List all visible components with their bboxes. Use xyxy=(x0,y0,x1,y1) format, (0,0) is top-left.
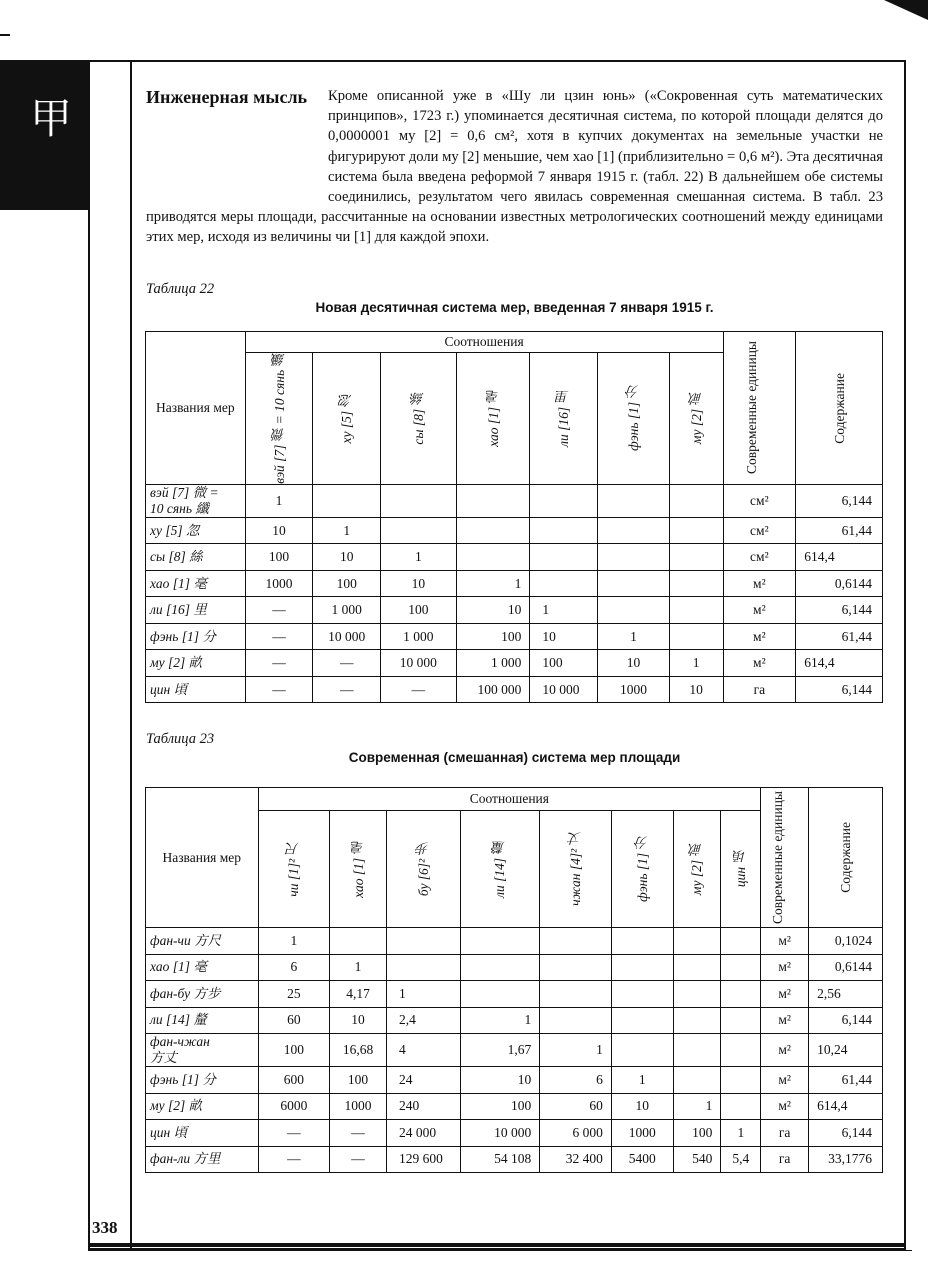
table22-unit-header-text: Современные единицы xyxy=(744,341,760,475)
table23-cell: 1 xyxy=(673,1093,721,1120)
table22-cell: 1 xyxy=(381,544,457,571)
table23-cell xyxy=(386,954,460,981)
table-row xyxy=(146,954,883,981)
table23-row-name-text: фэнь [1] 分 xyxy=(150,1071,216,1087)
table22-cell: 100 xyxy=(245,544,313,571)
table23-cell xyxy=(673,981,721,1008)
table22-cell: — xyxy=(245,597,313,624)
table22-col-header-text: хао [1] 毫 xyxy=(485,389,501,447)
table23-col-header xyxy=(258,811,330,928)
table22-col-header-text: ли [16] 里 xyxy=(556,389,572,447)
table22-row-name-text: му [2] 畝 xyxy=(150,655,203,671)
table22-row-name-text: фэнь [1] 分 xyxy=(150,628,216,644)
table22-cell xyxy=(530,544,598,571)
table22-cell: 10 000 xyxy=(530,676,598,703)
table22-content-cell: 614,4 xyxy=(796,650,883,677)
table22-content-cell: 6,144 xyxy=(796,597,883,624)
table22-row-name xyxy=(146,517,246,544)
table-row xyxy=(146,676,883,703)
table22-label: Таблица 22 xyxy=(146,281,215,297)
chapter-tab-glyph: 甲 xyxy=(30,94,73,143)
table23-cell: 6 xyxy=(258,954,330,981)
table23-cell: 129 600 xyxy=(386,1146,460,1173)
table22-cell xyxy=(381,484,457,517)
table23-cell xyxy=(611,981,673,1008)
table23-cell: 60 xyxy=(540,1093,612,1120)
table22-col-header xyxy=(313,353,381,485)
table22-cell xyxy=(598,517,670,544)
table22-unit-cell: га xyxy=(723,676,796,703)
table22 xyxy=(145,331,883,703)
table23-row-name xyxy=(146,1146,259,1173)
table23-cell: 54 108 xyxy=(460,1146,540,1173)
table23-cell: 10 000 xyxy=(460,1120,540,1147)
table22-col-header-text: вэй [7] 微 = 10 сянь 纖 xyxy=(271,353,287,484)
table23-unit-cell: м² xyxy=(761,1067,809,1094)
table23-cell: 4 xyxy=(386,1034,460,1067)
table23-cell xyxy=(330,928,387,955)
table23-cell xyxy=(721,1067,761,1094)
table22-cell xyxy=(456,544,530,571)
table22-row-name xyxy=(146,650,246,677)
table22-cell: — xyxy=(245,676,313,703)
table23-cell: 10 xyxy=(330,1007,387,1034)
table23-label: Таблица 23 xyxy=(146,731,215,747)
table23-cell xyxy=(540,928,612,955)
table22-unit-cell: м² xyxy=(723,597,796,624)
table23-cell xyxy=(460,954,540,981)
table23-cell xyxy=(721,928,761,955)
table23-col-header-text: чи [1]² 尺 xyxy=(286,841,302,897)
table22-cell: 1 xyxy=(669,650,723,677)
table23-unit-header-text: Современные единицы xyxy=(769,791,785,924)
table22-row-name-text: цин 頃 xyxy=(150,681,188,697)
table22-content-cell: 61,44 xyxy=(796,623,883,650)
table-row xyxy=(146,981,883,1008)
table23-cell: 1 xyxy=(386,981,460,1008)
table23-unit-header xyxy=(761,788,809,928)
table23-cell: 1 xyxy=(721,1120,761,1147)
table23-cell xyxy=(673,928,721,955)
table23-cell: 25 xyxy=(258,981,330,1008)
table23-cell xyxy=(611,954,673,981)
table22-cell: 100 xyxy=(381,597,457,624)
table23-col-header xyxy=(721,811,761,928)
table23-unit-cell: м² xyxy=(761,954,809,981)
table-row xyxy=(146,928,883,955)
table22-cell xyxy=(530,484,598,517)
table22-cell xyxy=(669,623,723,650)
table22-col-header xyxy=(245,353,313,485)
table23-content-cell: 614,4 xyxy=(809,1093,883,1120)
table23-cell: 100 xyxy=(460,1093,540,1120)
table23-unit-cell: га xyxy=(761,1120,809,1147)
table23-cell: 600 xyxy=(258,1067,330,1094)
table-row xyxy=(146,1067,883,1094)
table22-cell: 1 000 xyxy=(381,623,457,650)
table22-unit-cell: м² xyxy=(723,570,796,597)
table23-cell xyxy=(673,954,721,981)
table22-content-cell: 614,4 xyxy=(796,544,883,571)
table22-cell: 100 xyxy=(530,650,598,677)
table23-cell xyxy=(460,928,540,955)
table22-cell: 10 xyxy=(669,676,723,703)
table22-content-header-text: Содержание xyxy=(831,372,847,444)
table23-cell xyxy=(386,928,460,955)
table23-cell xyxy=(540,1007,612,1034)
table22-title: Новая десятичная система мер, введенная 7 января 1915 г. xyxy=(315,300,714,315)
table23-cell xyxy=(721,954,761,981)
table23-row-name xyxy=(146,928,259,955)
table22-cell: — xyxy=(245,650,313,677)
table23-content-cell: 0,1024 xyxy=(809,928,883,955)
table23-cell: 1 xyxy=(460,1007,540,1034)
table23-cell xyxy=(673,1034,721,1067)
table23-unit-cell: м² xyxy=(761,1093,809,1120)
table23-cell: 1 xyxy=(330,954,387,981)
table23-content-cell: 33,1776 xyxy=(809,1146,883,1173)
table23-row-name-text: фан-чжан 方丈 xyxy=(150,1034,210,1065)
table22-unit-cell: см² xyxy=(723,517,796,544)
table23-col-header-text: хао [1] 毫 xyxy=(350,840,366,898)
table22-col-header-text: фэнь [1] 分 xyxy=(625,385,641,452)
table22-cell: — xyxy=(245,623,313,650)
table23-col-header xyxy=(460,811,540,928)
table23-unit-cell: м² xyxy=(761,928,809,955)
table22-content-cell: 6,144 xyxy=(796,484,883,517)
table22-row-name xyxy=(146,623,246,650)
table23-row-name-text: му [2] 畝 xyxy=(150,1098,203,1114)
table23-col-header-text: му [2] 畝 xyxy=(689,842,705,896)
table-row xyxy=(146,570,883,597)
frame-bottom-rule-thin xyxy=(88,1250,912,1251)
table23-row-name xyxy=(146,1120,259,1147)
table22-cell xyxy=(669,484,723,517)
table22-row-name xyxy=(146,676,246,703)
table23-cell xyxy=(540,954,612,981)
table22-row-name-text: вэй [7] 微 = 10 сянь 纖 xyxy=(150,484,219,516)
intro-text: Кроме описанной уже в «Шу ли цзин юнь» («Сокровенная суть математических принципов», 1723 г.) упоминается десятичная система, по которой площади делятся до 0,0000001 му [2] = 0,6 см², хотя в купчих документах на земельные участки не фигурируют доли му [2] меньшие, чем хао [1] (приблизительно = 0,6 м²). Эта десятичная система была введена реформой 7 января 1915 г. (табл. 22) В дальнейшем обе системы соединились, результатом чего явилась современная смешанная система. В табл. 23 приводятся меры площади, рассчитанные на основании известных метрологических соотношений между единицами этих мер, исходя из величины чи [1] для каждой эпохи. xyxy=(146,88,883,246)
table22-cell xyxy=(381,517,457,544)
table-row xyxy=(146,597,883,624)
table22-unit-cell: м² xyxy=(723,650,796,677)
table23-ratios-header: Соотношения xyxy=(258,788,761,811)
corner-mark xyxy=(884,0,928,20)
table-row xyxy=(146,1007,883,1034)
table-row xyxy=(146,623,883,650)
table22-unit-cell: м² xyxy=(723,623,796,650)
table23-row-name xyxy=(146,1067,259,1094)
table23-unit-cell: м² xyxy=(761,981,809,1008)
table22-col-header xyxy=(456,353,530,485)
table23-col-header xyxy=(386,811,460,928)
table23-cell xyxy=(611,1007,673,1034)
table23-cell xyxy=(540,981,612,1008)
table23-col-header xyxy=(611,811,673,928)
table23-cell: 10 xyxy=(611,1093,673,1120)
table23-cell: 1 xyxy=(258,928,330,955)
table23-col-header-text: бу [6]² 步 xyxy=(415,841,431,897)
table22-cell: 10 000 xyxy=(381,650,457,677)
table22-unit-cell: см² xyxy=(723,544,796,571)
table23-col-header-text: фэнь [1] 分 xyxy=(634,836,650,902)
table22-cell: 100 xyxy=(313,570,381,597)
table23-unit-cell: м² xyxy=(761,1034,809,1067)
table22-cell xyxy=(598,570,670,597)
table23-cell: — xyxy=(330,1120,387,1147)
table22-col-header xyxy=(381,353,457,485)
margin-rule xyxy=(130,62,132,1248)
table23-cell xyxy=(611,1034,673,1067)
table22-row-name-text: ху [5] 忽 xyxy=(150,522,200,538)
table23-row-name-text: фан-ли 方里 xyxy=(150,1151,221,1167)
table23-cell: 1 xyxy=(540,1034,612,1067)
table23-cell: 1 xyxy=(611,1067,673,1094)
table23-cell: 2,4 xyxy=(386,1007,460,1034)
table23-name-header: Названия мер xyxy=(146,788,259,928)
page-number: 338 xyxy=(92,1218,118,1237)
table22-cell xyxy=(313,484,381,517)
table22-col-header xyxy=(669,353,723,485)
table23-cell: 100 xyxy=(258,1034,330,1067)
table23-col-header-text: цин 頃 xyxy=(733,850,749,888)
table23-content-cell: 10,24 xyxy=(809,1034,883,1067)
table22-col-header-text: сы [8] 絲 xyxy=(410,392,426,445)
table22-content-header xyxy=(796,332,883,485)
table23-cell: 240 xyxy=(386,1093,460,1120)
section-title: Инженерная мысль xyxy=(146,87,308,107)
table23-content-cell: 61,44 xyxy=(809,1067,883,1094)
table22-cell: 1000 xyxy=(598,676,670,703)
table22-content-cell: 0,6144 xyxy=(796,570,883,597)
table22-cell xyxy=(598,597,670,624)
table-row xyxy=(146,517,883,544)
table22-cell: 10 000 xyxy=(313,623,381,650)
table23-cell: 10 xyxy=(460,1067,540,1094)
table22-cell: 10 xyxy=(381,570,457,597)
table23-row-name xyxy=(146,954,259,981)
table23-col-header xyxy=(540,811,612,928)
table23-cell: 1000 xyxy=(330,1093,387,1120)
table23-row-name xyxy=(146,1093,259,1120)
table22-cell: 10 xyxy=(456,597,530,624)
table23-row-name-text: фан-чи 方尺 xyxy=(150,932,222,948)
table22-cell: 1 xyxy=(456,570,530,597)
table23-cell: 16,68 xyxy=(330,1034,387,1067)
table23-content-header xyxy=(809,788,883,928)
table22-cell: 1 xyxy=(598,623,670,650)
table23-cell: 24 xyxy=(386,1067,460,1094)
table-row xyxy=(146,1093,883,1120)
table23-content-cell: 0,6144 xyxy=(809,954,883,981)
table23-cell: — xyxy=(258,1146,330,1173)
table22-cell: — xyxy=(313,676,381,703)
table22-cell: 100 xyxy=(456,623,530,650)
table22-cell xyxy=(598,484,670,517)
table23 xyxy=(145,787,883,1173)
table22-cell: 10 xyxy=(245,517,313,544)
table22-unit-cell: см² xyxy=(723,484,796,517)
table22-row-name-text: хао [1] 毫 xyxy=(150,575,207,591)
table22-cell xyxy=(530,570,598,597)
table22-cell: 10 xyxy=(598,650,670,677)
table23-cell: — xyxy=(258,1120,330,1147)
table22-row-name xyxy=(146,597,246,624)
table23-cell: 60 xyxy=(258,1007,330,1034)
table23-cell xyxy=(721,1007,761,1034)
table23-cell: 100 xyxy=(330,1067,387,1094)
table22-cell xyxy=(530,517,598,544)
table23-row-name xyxy=(146,1007,259,1034)
table22-col-header xyxy=(530,353,598,485)
table22-col-header xyxy=(598,353,670,485)
table22-ratios-header: Соотношения xyxy=(245,332,723,353)
table23-cell: 24 000 xyxy=(386,1120,460,1147)
table23-cell xyxy=(721,981,761,1008)
table23-title: Современная (смешанная) система мер площади xyxy=(348,750,681,765)
table23-unit-cell: га xyxy=(761,1146,809,1173)
table23-col-header xyxy=(673,811,721,928)
table22-cell: 1 000 xyxy=(456,650,530,677)
table22-cell: 10 xyxy=(530,623,598,650)
table23-row-name xyxy=(146,981,259,1008)
table22-row-name-text: сы [8] 絲 xyxy=(150,549,203,565)
table23-content-header-text: Содержание xyxy=(838,822,854,893)
table23-col-header xyxy=(330,811,387,928)
table23-content-cell: 6,144 xyxy=(809,1007,883,1034)
table-row xyxy=(146,1120,883,1147)
table23-row-name-text: хао [1] 毫 xyxy=(150,959,207,975)
table22-cell: 100 000 xyxy=(456,676,530,703)
table23-cell: 6 xyxy=(540,1067,612,1094)
table23-content-cell: 6,144 xyxy=(809,1120,883,1147)
table23-cell xyxy=(611,928,673,955)
table22-unit-header xyxy=(723,332,796,485)
table23-cell xyxy=(460,981,540,1008)
table23-unit-cell: м² xyxy=(761,1007,809,1034)
table22-cell: 1000 xyxy=(245,570,313,597)
table23-row-name xyxy=(146,1034,259,1067)
table23-cell: 540 xyxy=(673,1146,721,1173)
table-row xyxy=(146,1034,883,1067)
table22-cell xyxy=(456,484,530,517)
table-row xyxy=(146,650,883,677)
table22-cell xyxy=(456,517,530,544)
table-row xyxy=(146,544,883,571)
table23-row-name-text: ли [14] 釐 xyxy=(150,1012,207,1028)
table23-cell: 6 000 xyxy=(540,1120,612,1147)
table23-cell: 32 400 xyxy=(540,1146,612,1173)
table23-cell xyxy=(673,1007,721,1034)
table22-row-name-text: ли [16] 里 xyxy=(150,602,207,618)
table23-cell: 4,17 xyxy=(330,981,387,1008)
table22-col-header-text: му [2] 畝 xyxy=(688,392,704,445)
table22-cell xyxy=(669,597,723,624)
table23-col-header-text: ли [14] 釐 xyxy=(492,840,508,898)
table23-col-header-text: чжан [4]² 丈 xyxy=(568,832,584,906)
table22-row-name xyxy=(146,544,246,571)
table22-cell: — xyxy=(381,676,457,703)
table22-cell: 10 xyxy=(313,544,381,571)
table22-row-name xyxy=(146,484,246,517)
table22-cell: — xyxy=(313,650,381,677)
table23-row-name-text: фан-бу 方步 xyxy=(150,985,221,1001)
table23-cell: 1000 xyxy=(611,1120,673,1147)
table22-cell xyxy=(669,517,723,544)
table23-cell: — xyxy=(330,1146,387,1173)
table23-row-name-text: цин 頃 xyxy=(150,1124,188,1140)
frame-bottom-rule xyxy=(88,1243,906,1247)
table22-content-cell: 6,144 xyxy=(796,676,883,703)
table22-cell: 1 000 xyxy=(313,597,381,624)
table23-cell: 5400 xyxy=(611,1146,673,1173)
table22-cell: 1 xyxy=(313,517,381,544)
table22-cell: 1 xyxy=(245,484,313,517)
table22-cell: 1 xyxy=(530,597,598,624)
table-row xyxy=(146,1146,883,1173)
table22-col-header-text: ху [5] 忽 xyxy=(339,393,355,444)
table22-cell xyxy=(669,570,723,597)
table23-cell: 5,4 xyxy=(721,1146,761,1173)
table22-content-cell: 61,44 xyxy=(796,517,883,544)
table23-cell xyxy=(673,1067,721,1094)
table23-cell: 1,67 xyxy=(460,1034,540,1067)
margin-tick xyxy=(0,34,10,36)
table23-cell: 6000 xyxy=(258,1093,330,1120)
table23-cell: 100 xyxy=(673,1120,721,1147)
table22-cell xyxy=(598,544,670,571)
table22-row-name xyxy=(146,570,246,597)
table22-cell xyxy=(669,544,723,571)
table23-content-cell: 2,56 xyxy=(809,981,883,1008)
table23-cell xyxy=(721,1093,761,1120)
table22-name-header: Названия мер xyxy=(146,332,246,485)
table-row xyxy=(146,484,883,517)
table23-cell xyxy=(721,1034,761,1067)
